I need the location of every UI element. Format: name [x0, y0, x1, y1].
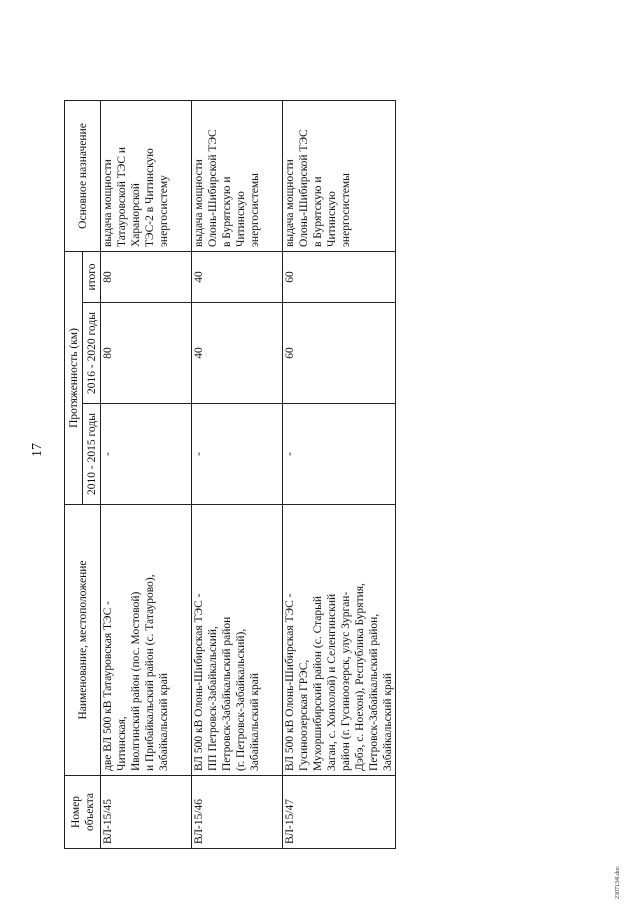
- header-total: итого: [83, 252, 101, 303]
- object-name: ВЛ 500 кВ Олонь-Шибирская ТЭС - Гусиноозерская ГРЭС, Мухоршибирский район (с. Старый Заган, с. Хонхолой) и Селенгинский район (г. Гусиноозерск, улус Зурган- Дэбэ, с. Ноехон), Республика Бурятия, Петровск-Забайкальский район, Забайкальский край: [283, 505, 396, 776]
- page-number: 17: [30, 443, 45, 457]
- object-name: ВЛ 500 кВ Олонь-Шибирская ТЭС - ПП Петровск-Забайкальский, Петровск-Забайкальский район (г. Петровск-Забайкальский), Забайкальский край: [192, 505, 283, 776]
- length-2010-2015: -: [283, 404, 396, 505]
- table-row: [192, 101, 283, 849]
- length-2016-2020: 40: [192, 303, 283, 404]
- object-purpose: выдача мощности Олонь-Шибирской ТЭС в Бурятскую и Читинскую энергосистемы: [192, 101, 283, 252]
- length-total: 80: [101, 252, 192, 303]
- length-2010-2015: -: [192, 404, 283, 505]
- length-2016-2020: 80: [101, 303, 192, 404]
- object-purpose: выдача мощности Олонь-Шибирской ТЭС в Бурятскую и Читинскую энергосистемы: [283, 101, 396, 252]
- object-name: две ВЛ 500 кВ Татауровская ТЭС - Читинская, Иволгинский район (пос. Мостовой) и Прибайкальский район (с. Татаурово), Забайкальский край: [101, 505, 192, 776]
- table-row: [101, 101, 192, 849]
- header-period-2016-2020: 2016 - 2020 годы: [83, 303, 101, 404]
- table-row: [283, 101, 396, 849]
- header-object-number: Номер объекта: [65, 776, 101, 849]
- file-name-footer: 2307134l.doc: [615, 866, 621, 899]
- object-id: ВЛ-15/47: [283, 776, 396, 849]
- header-length: Протяженность (км): [65, 252, 83, 505]
- length-2010-2015: -: [101, 404, 192, 505]
- header-name-location: Наименование, местоположение: [65, 505, 101, 776]
- length-2016-2020: 60: [283, 303, 396, 404]
- power-lines-table: [64, 100, 396, 849]
- object-id: ВЛ-15/46: [192, 776, 283, 849]
- length-total: 60: [283, 252, 396, 303]
- header-period-2010-2015: 2010 - 2015 годы: [83, 404, 101, 505]
- length-total: 40: [192, 252, 283, 303]
- object-purpose: выдача мощности Татауровской ТЭС и Харанорской ТЭС-2 в Читинскую энергосистему: [101, 101, 192, 252]
- header-purpose: Основное назначение: [65, 101, 101, 252]
- object-id: ВЛ-15/45: [101, 776, 192, 849]
